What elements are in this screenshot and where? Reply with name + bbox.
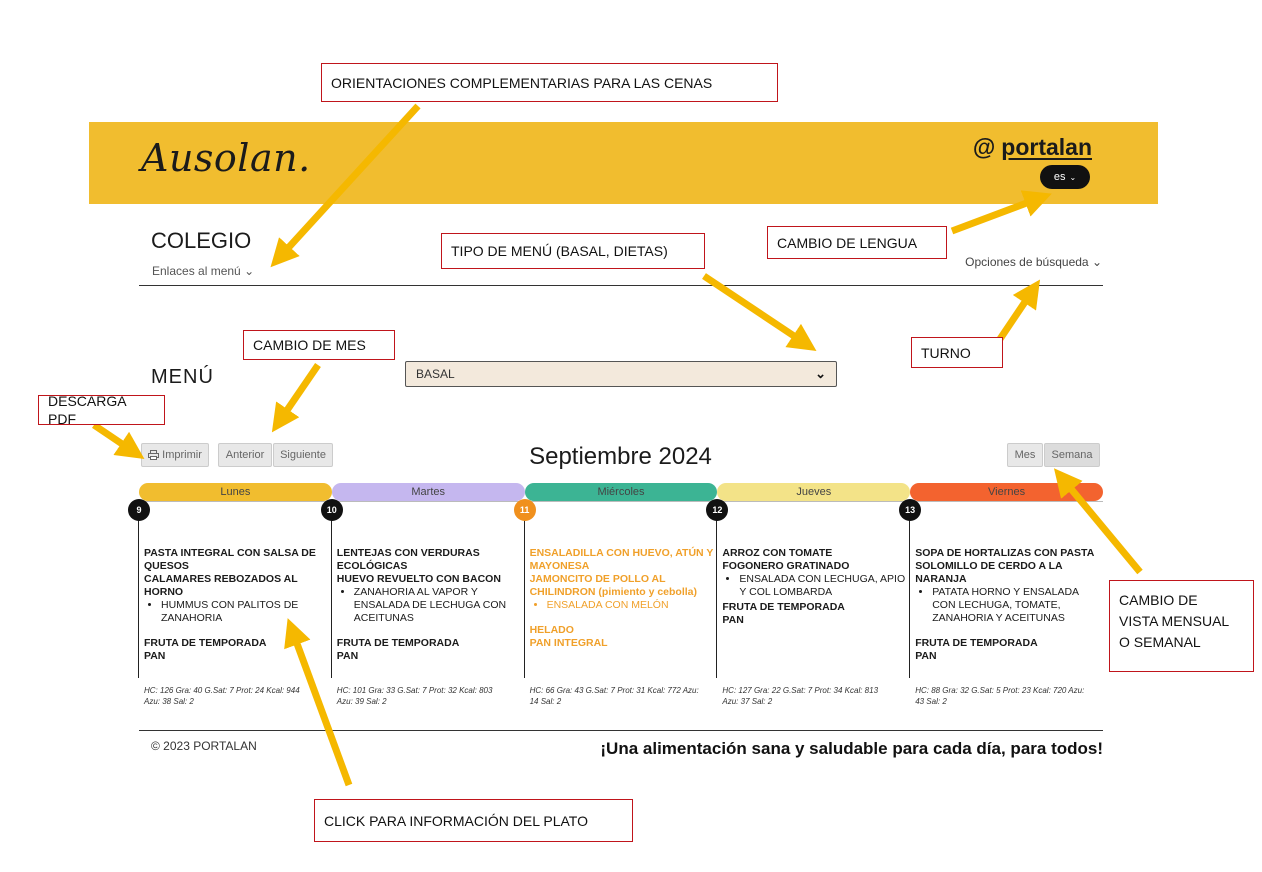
portal-screenshot — [89, 122, 1158, 774]
side-dish-item[interactable]: • ZANAHORIA AL VAPOR Y ENSALADA DE LECHUGA CON ACEITUNAS — [354, 586, 521, 625]
annotation-dinners — [321, 63, 778, 102]
week-view-button[interactable]: Semana — [1044, 443, 1100, 467]
annotation-text: DESCARGA PDF — [48, 393, 126, 427]
day-divider-line — [138, 513, 139, 678]
copyright: © 2023 PORTALAN — [151, 739, 257, 753]
search-options-dropdown[interactable] — [965, 255, 1102, 269]
dessert-item[interactable]: FRUTA DE TEMPORADA — [915, 637, 1038, 649]
bread-item[interactable]: PAN — [722, 614, 744, 626]
day-dishes — [530, 547, 714, 650]
bread-item[interactable]: PAN — [915, 650, 937, 662]
day-divider-line — [331, 513, 332, 678]
day-header-monday: Lunes — [139, 483, 332, 501]
nutrition-info: HC: 127 Gra: 22 G.Sat: 7 Prot: 34 Kcal: 813 Azu: 37 Sal: 2 — [722, 686, 879, 706]
divider — [139, 730, 1103, 731]
day-number-badge: 12 — [706, 499, 728, 521]
ausolan-logo[interactable]: Ausolan. — [141, 136, 311, 180]
day-dishes — [144, 547, 328, 663]
nutrition-info: HC: 88 Gra: 32 G.Sat: 5 Prot: 23 Kcal: 720 Azu: 43 Sal: 2 — [915, 686, 1085, 706]
chevron-down-icon: ⌄ — [815, 366, 826, 381]
print-label: Imprimir — [162, 449, 202, 461]
language-select[interactable] — [1040, 165, 1090, 189]
bread-item[interactable]: PAN INTEGRAL — [529, 637, 608, 649]
dish-item[interactable]: HUEVO REVUELTO CON BACON — [336, 573, 501, 585]
dish-item[interactable]: LENTEJAS CON VERDURAS ECOLÓGICAS — [336, 547, 480, 572]
next-month-button[interactable]: Siguiente — [273, 443, 333, 467]
menu-links-label: Enlaces al menú — [152, 264, 241, 278]
dish-item[interactable]: SOPA DE HORTALIZAS CON PASTA — [915, 547, 1095, 559]
previous-month-button[interactable]: Anterior — [218, 443, 272, 467]
annotation-text: VISTA MENSUAL — [1119, 613, 1230, 629]
annotation-dish-info — [314, 799, 633, 842]
annotation-text: TURNO — [921, 344, 971, 361]
side-dish-item[interactable]: • PATATA HORNO Y ENSALADA CON LECHUGA, TOMATE, ZANAHORIA Y ACEITUNAS — [932, 586, 1099, 625]
divider — [910, 501, 1103, 502]
dessert-item[interactable]: HELADO — [529, 624, 574, 636]
day-column-tuesday — [326, 483, 525, 733]
week-calendar — [136, 483, 1103, 733]
month-view-button[interactable]: Mes — [1007, 443, 1043, 467]
dish-item[interactable]: ARROZ CON TOMATE — [722, 547, 833, 559]
day-header-wednesday: Miércoles — [525, 483, 718, 501]
school-title: COLEGIO — [151, 228, 252, 253]
bread-item[interactable]: PAN — [336, 650, 359, 662]
day-column-thursday — [712, 483, 910, 733]
search-options-label: Opciones de búsqueda — [965, 255, 1089, 269]
language-value: es — [1053, 171, 1066, 183]
menu-type-value: BASAL — [416, 367, 455, 381]
chevron-down-icon: ⌄ — [244, 264, 255, 278]
annotation-text: CAMBIO DE MES — [253, 337, 366, 353]
side-dish-item[interactable]: • HUMMUS CON PALITOS DE ZANAHORIA — [161, 599, 328, 625]
day-divider-line — [716, 513, 717, 678]
day-column-wednesday — [519, 483, 718, 733]
day-column-friday — [905, 483, 1103, 733]
day-header-friday: Viernes — [910, 483, 1103, 501]
day-number-badge: 9 — [128, 499, 150, 521]
printer-icon — [148, 450, 159, 460]
divider — [332, 501, 525, 502]
day-number-badge: 13 — [899, 499, 921, 521]
divider — [139, 501, 332, 502]
day-dishes — [722, 547, 906, 627]
side-dish-item[interactable]: • ENSALADA CON LECHUGA, APIO Y COL LOMBARDA — [739, 573, 906, 599]
divider — [139, 285, 1103, 286]
annotation-text: TIPO DE MENÚ (BASAL, DIETAS) — [451, 243, 668, 259]
portalan-at-icon: @ — [972, 134, 996, 160]
dish-item[interactable]: ENSALADILLA CON HUEVO, ATÚN Y MAYONESA — [529, 547, 714, 572]
chevron-down-icon: ⌄ — [1069, 172, 1077, 182]
menu-type-select[interactable] — [405, 361, 837, 387]
annotation-month-change — [243, 330, 395, 360]
annotation-text: O SEMANAL — [1119, 634, 1201, 650]
day-number-badge-today: 11 — [514, 499, 536, 521]
annotation-text: CAMBIO DE LENGUA — [777, 234, 918, 251]
chevron-down-icon: ⌄ — [1091, 255, 1102, 269]
current-month-label: Septiembre 2024 — [529, 443, 712, 470]
portalan-logo[interactable] — [973, 134, 1092, 161]
nutrition-info: HC: 66 Gra: 43 G.Sat: 7 Prot: 31 Kcal: 772 Azu: 14 Sal: 2 — [529, 686, 699, 706]
nutrition-info: HC: 126 Gra: 40 G.Sat: 7 Prot: 24 Kcal: 944 Azu: 38 Sal: 2 — [144, 686, 300, 706]
annotation-shift — [911, 337, 1003, 368]
annotation-menu-type — [441, 233, 705, 269]
dish-item[interactable]: PASTA INTEGRAL CON SALSA DE QUESOS — [144, 547, 316, 572]
annotation-text: CAMBIO DE — [1119, 592, 1198, 608]
day-divider-line — [909, 513, 910, 678]
header-bar — [89, 122, 1158, 204]
side-dish-item[interactable]: • ENSALADA CON MELÓN — [547, 599, 714, 612]
annotation-language — [767, 226, 947, 259]
dish-item[interactable]: FOGONERO GRATINADO — [722, 560, 850, 572]
day-dishes — [915, 547, 1099, 663]
annotation-view-toggle — [1109, 580, 1254, 672]
dish-item[interactable]: JAMONCITO DE POLLO AL CHILINDRON (pimiento y cebolla) — [529, 573, 698, 598]
footer-slogan: ¡Una alimentación sana y saludable para cada día, para todos! — [600, 739, 1103, 758]
print-button[interactable] — [141, 443, 209, 467]
dish-item[interactable]: CALAMARES REBOZADOS AL HORNO — [144, 573, 298, 598]
portalan-link[interactable]: portalan — [1001, 134, 1092, 160]
day-header-tuesday: Martes — [332, 483, 525, 501]
divider — [717, 501, 910, 502]
nutrition-info: HC: 101 Gra: 33 G.Sat: 7 Prot: 32 Kcal: 803 Azu: 39 Sal: 2 — [336, 686, 493, 706]
day-dishes — [337, 547, 521, 663]
day-column-monday — [136, 483, 332, 733]
annotation-pdf — [38, 395, 165, 425]
dessert-item[interactable]: FRUTA DE TEMPORADA — [336, 637, 460, 649]
menu-title: MENÚ — [151, 366, 214, 388]
bread-item[interactable]: PAN — [144, 650, 166, 662]
dessert-item[interactable]: FRUTA DE TEMPORADA — [144, 637, 267, 649]
dessert-item[interactable]: FRUTA DE TEMPORADA — [722, 601, 845, 613]
day-divider-line — [524, 513, 525, 678]
day-number-badge: 10 — [321, 499, 343, 521]
annotation-text: CLICK PARA INFORMACIÓN DEL PLATO — [324, 812, 588, 829]
day-header-thursday: Jueves — [717, 483, 910, 501]
divider — [525, 501, 718, 502]
annotation-text: ORIENTACIONES COMPLEMENTARIAS PARA LAS CENAS — [331, 74, 713, 91]
dish-item[interactable]: SOLOMILLO DE CERDO A LA NARANJA — [915, 560, 1063, 585]
menu-links-dropdown[interactable] — [152, 264, 254, 278]
